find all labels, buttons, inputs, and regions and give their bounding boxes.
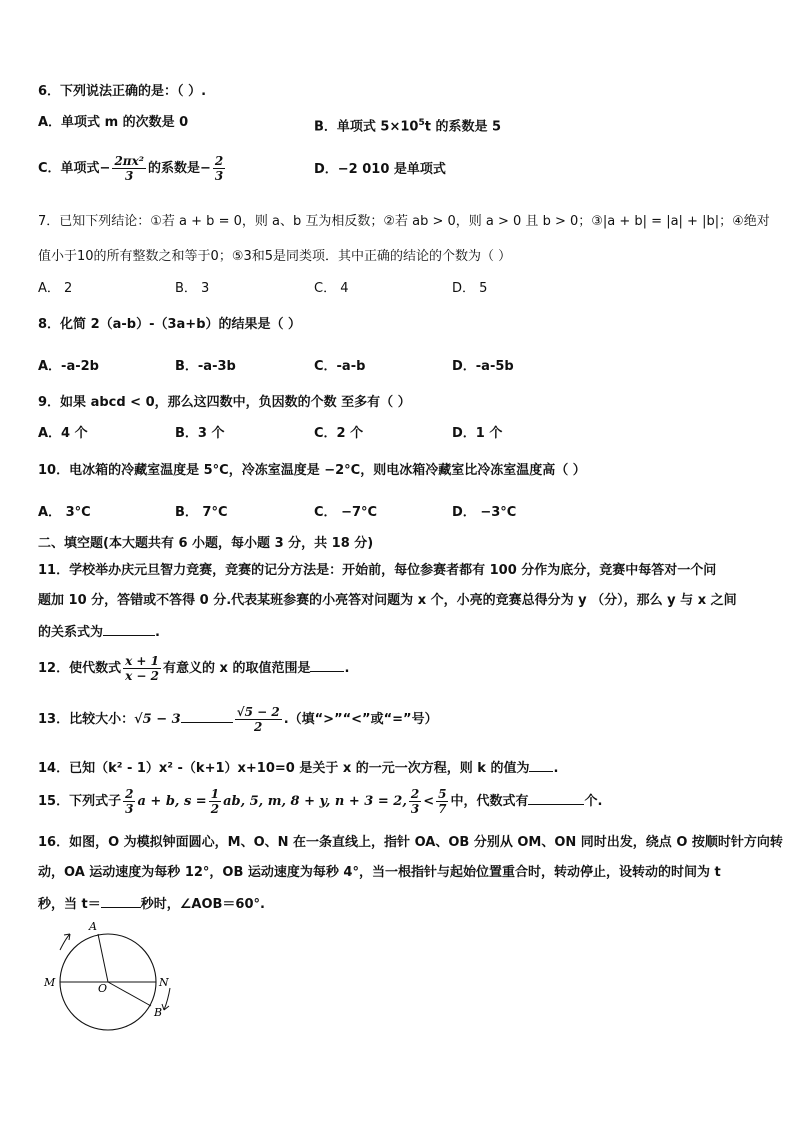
q6-option-c-num2: 2: [214, 154, 224, 168]
q12-line: [38, 652, 349, 686]
q10-stem: 10．电冰箱的冷藏室温度是 5°C，冷冻室温度是 −2°C，则电冰箱冷藏室比冷冻室温度高（ ）: [38, 463, 586, 478]
q15-f3-num: 2: [410, 787, 420, 801]
q15-f4-den: 7: [438, 802, 447, 816]
label-b: B: [154, 1006, 163, 1019]
arrow-a-arc: [60, 934, 70, 950]
q6-option-b-pre: B．单项式 5×10: [314, 119, 419, 135]
q6-option-b-sup: 5: [418, 118, 425, 128]
q11-line3-post: .: [155, 625, 160, 640]
clock-diagram: [38, 918, 188, 1038]
q15-f3-den: 3: [410, 802, 420, 816]
q12-pre: 12．使代数式: [38, 661, 122, 676]
q15-answer-blank: [528, 791, 584, 805]
q11-line3: [38, 622, 160, 643]
q6-option-c: [38, 152, 227, 186]
q7-option-a: A． 2: [38, 281, 73, 296]
q13-post: .（填“>”“<”或“=”号）: [283, 712, 438, 727]
q15-end: 个.: [584, 794, 603, 809]
q6-option-c-neg: −: [99, 161, 111, 176]
q15-line: [38, 785, 602, 819]
q11-line3-pre: 的关系式为: [38, 625, 104, 640]
hand-ob: [108, 982, 151, 1006]
q13-expr: √5 − 3: [134, 712, 181, 727]
section-heading: 二、填空题(本大题共有 6 小题，每小题 3 分，共 18 分): [38, 536, 374, 551]
q14-post: .: [553, 761, 559, 776]
q7-option-b: B． 3: [175, 281, 210, 296]
q12-end: .: [344, 661, 350, 676]
q6-option-c-pre: C．单项式: [38, 161, 100, 176]
arrow-b-arc: [164, 988, 170, 1010]
label-n: N: [159, 976, 169, 989]
label-o: O: [98, 982, 108, 995]
q13-fraction: [235, 705, 282, 734]
label-a: A: [89, 920, 97, 933]
q6-option-c-den: 3: [125, 169, 134, 183]
q9-option-d: D．1 个: [452, 426, 503, 441]
q11-answer-blank: [103, 622, 155, 636]
q8-option-d: D．-a-5b: [452, 359, 514, 374]
q12-num: x + 1: [125, 654, 160, 668]
q10-option-c: C． −7°C: [314, 505, 378, 520]
q6-option-c-fraction2: [213, 154, 225, 183]
q6-option-a: A．单项式 m 的次数是 0: [38, 115, 189, 130]
q16-line3: [38, 894, 265, 915]
q12-answer-blank: [310, 658, 344, 672]
q9-stem: 9．如果 abcd < 0，那么这四数中，负因数的个数 至多有（ ）: [38, 395, 411, 410]
q16-line3-post: 秒时，∠AOB＝60°.: [140, 897, 265, 912]
q15-pre: 15．下列式子: [38, 794, 122, 809]
q8-option-b: B．-a-3b: [175, 359, 236, 374]
q15-frac3: [409, 787, 421, 816]
q13-answer-blank: [181, 709, 233, 723]
q13-num: √5 − 2: [236, 705, 280, 719]
q15-f4-num: 5: [438, 787, 447, 801]
q14-line: [38, 758, 558, 779]
q15-f1-den: 3: [125, 802, 134, 816]
q7-option-d: D． 5: [452, 281, 488, 296]
q15-post: 中，代数式有: [450, 794, 529, 809]
q15-frac1: [123, 787, 135, 816]
q11-line1: 11．学校举办庆元旦智力竞赛，竞赛的记分方法是：开始前，每位参赛者都有 100 分作为底分，竞赛中每答对一个问: [38, 563, 717, 578]
q9-option-a: A．4 个: [38, 426, 88, 441]
q8-option-c: C．-a-b: [314, 359, 366, 374]
q15-mid1: a + b, s =: [137, 794, 207, 809]
q15-f2-num: 1: [210, 787, 220, 801]
q15-lt: <: [423, 794, 435, 809]
q14-pre: 14．已知（k² - 1）x² -（k+1）x+10=0 是关于 x 的一元一次方程，则 k 的值为: [38, 761, 530, 776]
q16-answer-blank: [101, 894, 141, 908]
q14-answer-blank: [529, 758, 553, 772]
q6-option-b: [314, 113, 501, 137]
q6-option-c-neg2: −: [200, 161, 211, 176]
q8-option-a: A．-a-2b: [38, 359, 99, 374]
q12-post: 有意义的 x 的取值范围是: [163, 661, 311, 676]
q13-line: [38, 703, 438, 737]
q12-den: x − 2: [125, 669, 160, 683]
q7-option-c: C． 4: [314, 281, 349, 296]
q6-option-d: D．−2 010 是单项式: [314, 162, 446, 177]
q6-option-c-den2: 3: [214, 169, 224, 183]
q15-f1-num: 2: [125, 787, 134, 801]
q15-mid2: ab, 5, m, 8 + y, n + 3 = 2,: [223, 794, 407, 809]
q15-f2-den: 2: [210, 802, 220, 816]
q6-option-c-fraction: [112, 154, 146, 183]
q7-line1: 7．已知下列结论：①若 a + b = 0，则 a、b 互为相反数；②若 ab > 0，则 a > 0 且 b > 0；③|a + b| = |a| + |b|；④绝对: [38, 214, 770, 229]
q11-line2: 题加 10 分，答错或不答得 0 分.代表某班参赛的小亮答对问题为 x 个，小亮的竞赛总得分为 y （分），那么 y 与 x 之间: [38, 593, 737, 608]
q9-option-c: C．2 个: [314, 426, 364, 441]
q12-fraction: [123, 654, 161, 683]
q13-den: 2: [254, 720, 263, 734]
q6-option-b-post: t 的系数是 5: [424, 119, 502, 135]
q6-option-c-mid: 的系数是: [148, 161, 201, 176]
q9-option-b: B．3 个: [175, 426, 225, 441]
q6-option-c-num: 2πx²: [114, 154, 144, 168]
q16-line1: 16．如图，O 为模拟钟面圆心，M、O、N 在一条直线上，指针 OA、OB 分别从 OM、ON 同时出发，绕点 O 按顺时针方向转: [38, 835, 783, 850]
label-m: M: [44, 976, 56, 989]
q7-line2: 值小于10的所有整数之和等于0；⑤3和5是同类项．其中正确的结论的个数为（ ）: [38, 249, 512, 264]
q10-option-b: B． 7°C: [175, 505, 228, 520]
hand-oa: [98, 934, 108, 982]
q15-frac4: [436, 787, 448, 816]
q16-line3-pre: 秒，当 t＝: [38, 897, 101, 912]
q15-frac2: [209, 787, 221, 816]
q10-option-a: A． 3°C: [38, 505, 91, 520]
q10-option-d: D． −3°C: [452, 505, 517, 520]
q16-line2: 动，OA 运动速度为每秒 12°，OB 运动速度为每秒 4°，当一根指针与起始位置重合时，转动停止，设转动的时间为 t: [38, 865, 721, 880]
q13-pre: 13．比较大小：: [38, 712, 135, 727]
q6-stem: 6．下列说法正确的是：（ ）.: [38, 84, 207, 99]
q8-stem: 8．化简 2（a-b）-（3a+b）的结果是（ ）: [38, 317, 302, 332]
